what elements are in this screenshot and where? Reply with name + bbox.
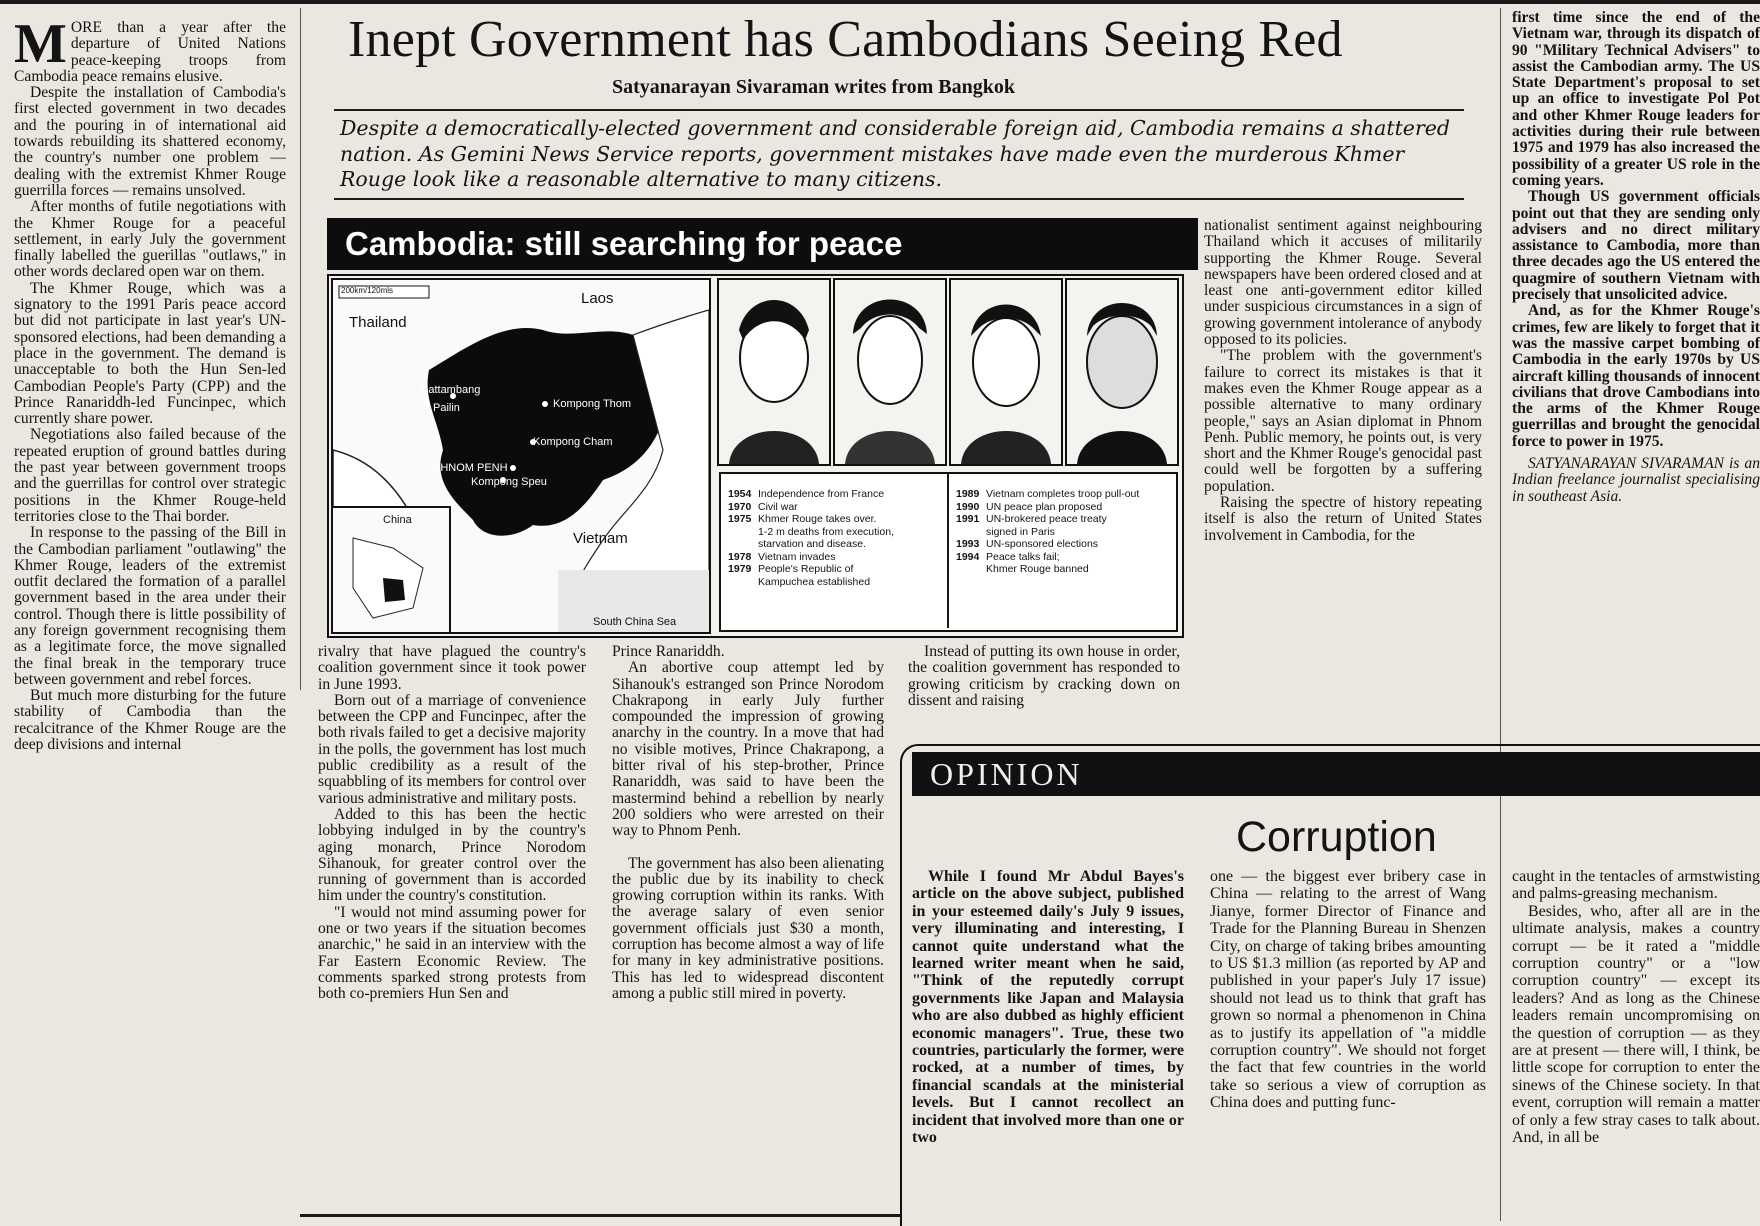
deck-rule-bottom <box>334 198 1464 200</box>
paragraph: An abortive coup attempt led by Sihanouk's estranged son Prince Norodom Chakrapong in early July further compounded the impression of growing anarchy in the country. In a move that had no visible motives, Prince Chakrapong, a bitter rival of his step-brother, Prince Ranariddh, was said to have been the mastermind behind a rebellion by nearly 200 soldiers who were arrested on their way to Phnom Penh. <box>612 659 884 840</box>
headline: Inept Government has Cambodians Seeing Red <box>348 11 1343 68</box>
timeline-divider <box>947 474 949 628</box>
paragraph: nationalist sentiment against neighbouring Thailand which it accuses of militarily supporting the Khmer Rouge. Several newspapers have been ordered closed and at least one anti-government editor killed under suspicious circumstances in a sign of growing government intolerance of anybody opposed to its policies. <box>1204 218 1482 349</box>
city-dot <box>510 465 516 471</box>
paragraph: Instead of putting its own house in order, the coalition government has responded to growing criticism by cracking down on dissent and raising <box>908 644 1180 709</box>
paragraph: The Khmer Rouge, which was a signatory to the 1991 Paris peace accord but did not participate in last year's UN-sponsored elections, had been demanding a place in the government. The demand is unacceptable to both the Hun Sen-led Cambodian People's Party (CPP) and the Prince Ranariddh-led Funcinpec, which currently share power. <box>14 279 286 428</box>
portrait <box>717 278 831 466</box>
timeline-entry: 1991 UN-brokered peace treaty <box>956 513 1107 525</box>
portrait <box>949 278 1063 466</box>
timeline-entry: Kampuchea established <box>758 575 871 588</box>
timeline-entry: 1970 Civil war <box>728 500 798 513</box>
map-label: Pailin <box>433 402 460 414</box>
city-dot <box>542 401 548 407</box>
inset-svg <box>333 508 449 632</box>
paragraph: "I would not mind assuming power for one or two years if the situation becomes anarchic," he said in an interview with the Far Eastern Economic Review. The comments sparked strong protests from both co-premiers Hun Sen and <box>318 903 586 1003</box>
portrait-sketch <box>835 280 945 464</box>
deck: Despite a democratically-elected government and considerable foreign aid, Cambodia remains a shattered nation. As Gemini News Service reports, government mistakes have made even the murderous Khmer Rouge look like a reasonable alternative to many citizens. <box>340 116 1450 191</box>
portrait <box>833 278 947 466</box>
opinion-column-2 <box>1210 868 1486 1220</box>
deck-rule-top <box>334 109 1464 111</box>
column-divider <box>300 8 301 690</box>
paragraph: ORE than a year after the departure of United Nations peace-keeping troops from Cambodia peace remains elusive. <box>14 20 286 85</box>
timeline-entry: 1989 Vietnam completes troop pull-out <box>956 488 1140 500</box>
timeline-entry: 1993 UN-sponsored elections <box>956 538 1099 550</box>
opinion-title: Corruption <box>1236 813 1437 861</box>
map-label: Thailand <box>349 314 407 331</box>
drop-cap: M <box>14 20 67 75</box>
opinion-column-3 <box>1512 868 1760 1220</box>
portrait-sketch <box>719 280 829 464</box>
map-label: South China Sea <box>593 616 677 628</box>
article-column-6 <box>1512 10 1760 730</box>
map-label: Kompong Cham <box>533 436 613 448</box>
cambodia-shape <box>428 328 667 536</box>
article-column-5 <box>1204 218 1482 734</box>
map-scale: 200km/120mls <box>341 286 394 295</box>
map-label: China <box>383 514 412 526</box>
article-column-2 <box>318 644 586 1214</box>
opinion-column-1 <box>912 868 1184 1220</box>
portrait <box>1065 278 1179 466</box>
top-rule <box>0 0 1760 4</box>
timeline-right <box>956 488 1139 576</box>
article-column-1 <box>14 20 286 1210</box>
paragraph: Raising the spectre of history repeating itself is also the return of United States involvement in Cambodia, for the <box>1204 494 1482 544</box>
timeline-entry: 1990 UN peace plan proposed <box>956 500 1103 513</box>
paragraph: In response to the passing of the Bill in the Cambodian parliament "outlawing" the Khmer Rouge, leaders of the extremist outfit declared the formation of a parallel government based in the area under their control. Though there is little possibility of any foreign government recognising them as a legitimate force, the move signalled the final break in the temporary truce between government and rebel forces. <box>14 524 286 688</box>
article-column-3 <box>612 644 884 1214</box>
map-label: Kompong Speu <box>471 476 547 488</box>
paragraph: After months of futile negotiations with the Khmer Rouge for a peaceful settlement, in early July the government finally labelled the guerillas "outlaws," in other words declared open war on them. <box>14 198 286 281</box>
paragraph: caught in the tentacles of armstwisting and palms-greasing mechanism. <box>1512 868 1760 903</box>
paragraph: Prince Ranariddh. <box>612 644 725 660</box>
portrait-sketch <box>951 280 1061 464</box>
map-label: Laos <box>581 290 614 307</box>
paragraph: Born out of a marriage of convenience between the CPP and Funcinpec, after the both rivals failed to get a decisive majority in the polls, the government has lost much public credibility as a result of the squabbling of its members for control over various administrative and military posts. <box>318 691 586 807</box>
timeline-entry: signed in Paris <box>986 525 1055 538</box>
map-label: Battambang <box>421 384 481 396</box>
opinion-label: OPINION <box>912 752 1760 796</box>
city-dot <box>424 401 430 407</box>
tagline: SATYANARAYAN SIVARAMAN is an Indian freelance journalist specialising in southeast Asia. <box>1512 455 1760 505</box>
timeline-entry: 1994 Peace talks fail; <box>956 550 1060 563</box>
paragraph: And, as for the Khmer Rouge's crimes, few are likely to forget that it was the massive carpet bombing of Cambodia in the early 1970s by US aircraft killing thousands of innocent civilians that drove Cambodians into the arms of the Khmer Rouge guerrillas and brought the genocidal force to power in 1975. <box>1512 302 1760 450</box>
timeline-entry: starvation and disease. <box>758 538 866 550</box>
paragraph: But much more disturbing for the future stability of Cambodia than the recalcitrance of the Khmer Rouge are the deep divisions and internal <box>14 687 286 754</box>
paragraph: "The problem with the government's failure to correct its mistakes is that it makes even the Khmer Rouge appear as a possible alternative to many ordinary people," says an Asian diplomat in Phnom Penh. Public memory, he points out, is very short and the Khmer Rouge's genocidal past could well be forgotten by a suffering population. <box>1204 347 1482 495</box>
paragraph: Despite the installation of Cambodia's first elected government in two decades and the pouring in of international aid towards rebuilding its shattered economy, the country's number one problem — dealing with the extremist Khmer Rouge guerrilla forces — remains unsolved. <box>14 84 286 199</box>
timeline-entry: 1975 Khmer Rouge takes over. <box>728 513 877 525</box>
timeline-entry: 1979 People's Republic of <box>728 563 854 575</box>
timeline-entry: 1954 Independence from France <box>728 488 885 500</box>
paragraph: Negotiations also failed because of the repeated eruption of ground battles during the past year between government troops and the guerrillas for control over strategic positions in the Khmer Rouge-held territories close to the Thai border. <box>14 426 286 525</box>
paragraph: rivalry that have plagued the country's coalition government since it took power in June 1993. <box>318 644 586 693</box>
paragraph: Added to this has been the hectic lobbying indulged in by the country's aging monarch, Prince Norodom Sihanouk, for greater control over the running of government than is accorded him under the country's constitution. <box>318 805 586 905</box>
article-column-4 <box>908 644 1180 734</box>
bottom-rule <box>300 1214 900 1217</box>
map-label: Vietnam <box>573 530 628 547</box>
map-label: Kompong Thom <box>553 398 632 410</box>
timeline-left <box>728 488 894 588</box>
map-label: PHNOM PENH <box>433 462 508 474</box>
paragraph: While I found Mr Abdul Bayes's article on the above subject, published in your esteemed daily's July 9 issues, very illuminating and interesting, I cannot quite understand what the learned writer meant when he said, "Think of the reputedly corrupt governments like Japan and Malaysia who are also dubbed as highly efficient economic managers". True, these two countries, particularly the former, were rocked, at a number of times, by financial scandals at the ministerial levels. But I cannot recollect an incident that involved more than one or two <box>912 868 1184 1147</box>
inset-map <box>331 506 451 634</box>
paragraph: Besides, who, after all are in the ultimate analysis, makes a country corrupt — be it rated a "middle corruption country" or a "low corruption country" — except its leaders? And as long as the Chinese leaders remain uncompromising on the question of corruption — as they are at present — there will, I think, be little scope for corruption to enter the sinews of the Chinese society. In that event, corruption will remain a matter of only a few stray cases to talk about. And, in all be <box>1512 902 1760 1147</box>
paragraph: first time since the end of the Vietnam war, through its dispatch of 90 "Military Technical Advisers" to assist the Cambodian army. The US State Department's proposal to set up an office to investigate Pol Pot and other Khmer Rouge leaders for activities during their rule between 1975 and 1979 has also increased the possibility of a greater US role in the coming years. <box>1512 10 1760 189</box>
paragraph: Though US government officials point out that they are sending only advisers and no direct military assistance to Cambodia, more than three decades ago the US entered the quagmire of southern Vietnam with precisely that unsolicited advice. <box>1512 188 1760 304</box>
timeline-entry: 1-2 m deaths from execution, <box>758 525 894 538</box>
portrait-sketch <box>1067 280 1177 464</box>
paragraph: The government has also been alienating the public due by its inability to check growing corruption within its ranks. With the average salary of even senior government officials just $30 a month, corruption has become almost a way of life for many in key administrative positions. This has led to widespread discontent among a public still mired in poverty. <box>612 854 884 1002</box>
timeline-entry: Khmer Rouge banned <box>986 563 1089 575</box>
byline: Satyanarayan Sivaraman writes from Bangkok <box>612 76 1015 98</box>
paragraph: one — the biggest ever bribery case in China — relating to the arrest of Wang Jianye, former Director of Finance and Trade for the Planning Bureau in Shenzen City, on charge of taking bribes amounting to US $1.3 million (as reported by AP and published in your paper's July 17 issue) should not lead us to think that graft has grown so normal a phenomenon in China as to justify its appellation of "a middle corruption country". We should not forget the fact that few countries in the world take so serious a view of corruption as China does and putting func- <box>1210 868 1486 1112</box>
timeline-entry: 1978 Vietnam invades <box>728 550 836 563</box>
graphic-title: Cambodia: still searching for peace <box>327 218 1198 270</box>
